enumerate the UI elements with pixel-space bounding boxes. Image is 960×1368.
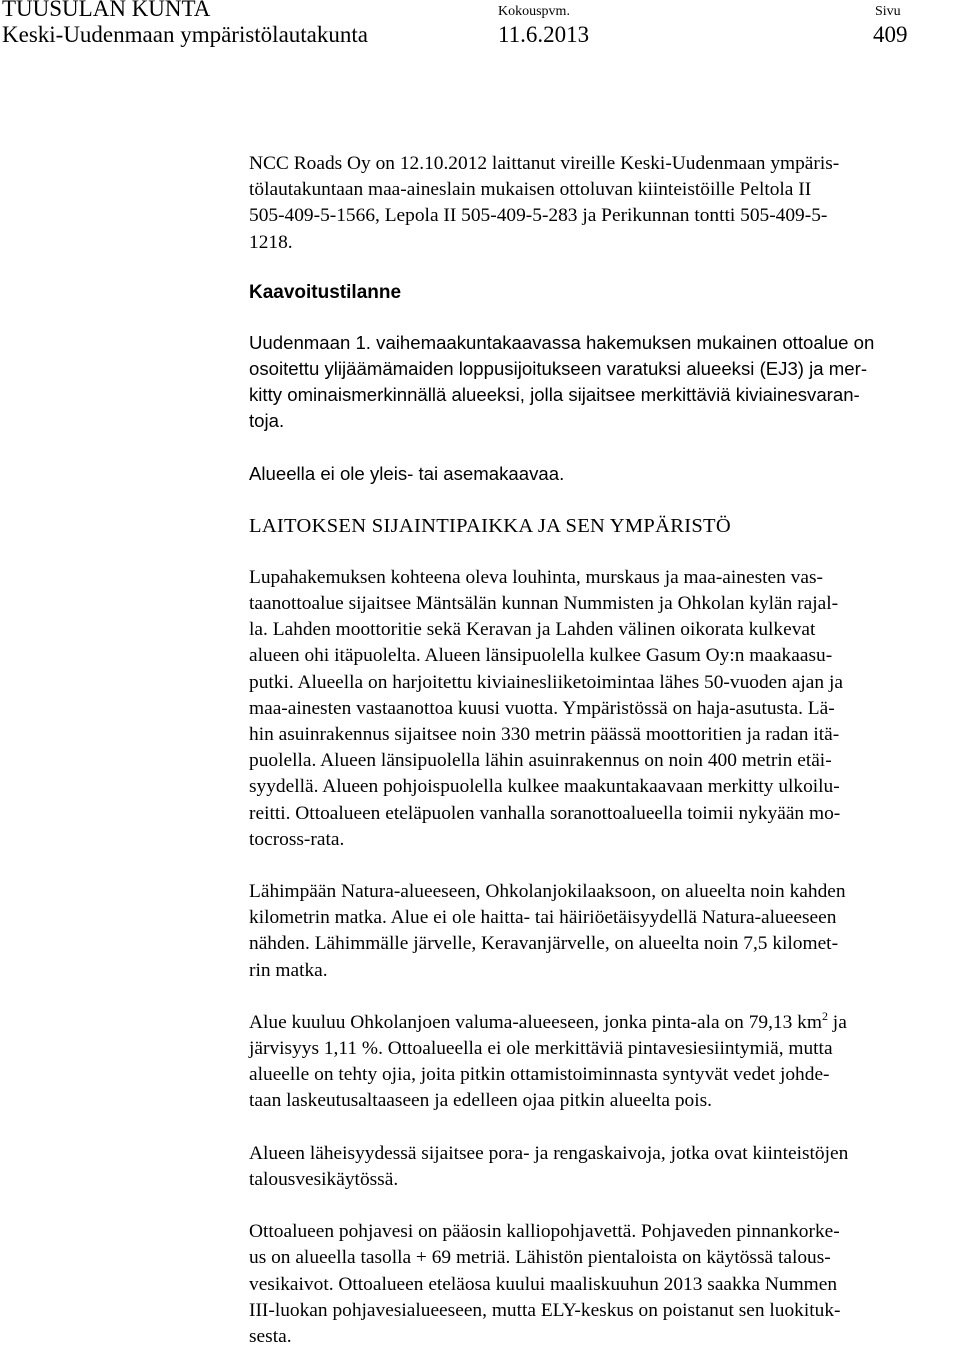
text-line	[249, 1010, 960, 1036]
text-line: taan laskeutusaltaaseen ja edelleen ojaa pitkin alueelta pois.	[249, 1090, 713, 1112]
natura-paragraph	[249, 879, 960, 984]
page-number: 409	[873, 22, 908, 47]
text-line: NCC Roads Oy on 12.10.2012 laittanut vireille Keski-Uudenmaan ympäris-	[249, 153, 840, 174]
text-line: järvisyys 1,11 %. Ottoalueella ei ole merkittäviä pintavesiesiintymiä, mutta	[249, 1038, 833, 1060]
text-line: us on alueella tasolla + 69 metriä. Lähistön pientaloista on käytössä talous-	[249, 1247, 831, 1269]
text-line: vesikaivot. Ottoalueen eteläosa kuului maaliskuuhun 2013 saakka Nummen	[249, 1273, 838, 1295]
text-line: tocross-rata.	[249, 828, 345, 850]
text-line: hin asuinrakennus sijaitsee noin 330 metrin päässä moottoritien ja radan itä-	[249, 724, 840, 746]
zoning-paragraph	[249, 330, 960, 435]
text-line: osoitettu ylijäämämaiden loppusijoitukseen varatuksi alueeksi (EJ3) ja mer-	[249, 358, 868, 380]
superscript-two: 2	[821, 1008, 828, 1023]
page-label: Sivu	[875, 4, 901, 19]
meeting-date-label: Kokouspvm.	[498, 4, 570, 19]
text-line: Lähimpään Natura-alueeseen, Ohkolanjokilaaksoon, on alueelta noin kahden	[249, 881, 846, 903]
text-line: reitti. Ottoalueen eteläpuolen vanhalla soranottoalueella toimii nykyään mo-	[249, 802, 841, 824]
text-line: kilometrin matka. Alue ei ole haitta- tai häiriöetäisyydellä Natura-alueeseen	[249, 907, 837, 929]
catchment-paragraph	[249, 1010, 960, 1115]
text-line: 505-409-5-1566, Lepola II 505-409-5-283 ja Perikunnan tontti 505-409-5-	[249, 205, 828, 227]
text-line: putki. Alueella on harjoitettu kiviainesliiketoimintaa lähes 50-vuoden ajan ja	[249, 671, 843, 693]
plan-status-paragraph	[249, 461, 960, 487]
text-line: tölautakuntaan maa-aineslain mukaisen ottoluvan kiinteistöille Peltola II	[249, 179, 812, 201]
text-line: III-luokan pohjavesialueeseen, mutta ELY-keskus on poistanut sen luokituk-	[249, 1299, 841, 1321]
location-paragraph	[249, 565, 960, 853]
municipality-name: TUUSULAN KUNTA	[2, 0, 211, 21]
text-line: Lupahakemuksen kohteena oleva louhinta, murskaus ja maa-ainesten vas-	[249, 566, 823, 588]
page-header	[0, 0, 960, 50]
board-name: Keski-Uudenmaan ympäristölautakunta	[2, 22, 368, 47]
text-line: puolella. Alueen länsipuolella lähin asuinrakennus on noin 400 metrin etäi-	[249, 750, 832, 772]
text-line: kitty ominaismerkinnällä alueeksi, jolla sijaitsee merkittäviä kiviainesvaran-	[249, 384, 860, 406]
text-line: nähden. Lähimmälle järvelle, Keravanjärvelle, on alueelta noin 7,5 kilomet-	[249, 933, 839, 955]
text-line: Ottoalueen pohjavesi on pääosin kalliopohjavettä. Pohjaveden pinnankorke-	[249, 1221, 840, 1243]
text-line: Alueen läheisyydessä sijaitsee pora- ja rengaskaivoja, jotka ovat kiinteistöjen	[249, 1142, 849, 1164]
wells-paragraph	[249, 1141, 960, 1193]
heading-kaavoitustilanne: Kaavoitustilanne	[249, 281, 402, 303]
text-line: alueen ohi itäpuolelta. Alueen länsipuolella kulkee Gasum Oy:n maakaasu-	[249, 645, 833, 667]
text-line: toja.	[249, 410, 285, 432]
text-line: 1218.	[249, 231, 293, 253]
catchment-text: Alue kuuluu Ohkolanjoen valuma-alueeseen, jonka pinta-ala on 79,13 km	[249, 1011, 822, 1033]
meeting-date: 11.6.2013	[498, 22, 590, 47]
heading-location: LAITOKSEN SIJAINTIPAIKKA JA SEN YMPÄRISTÖ	[249, 514, 731, 537]
text-line: maa-ainesten vastaanottoa kuusi vuotta. Ympäristössä on haja-asutusta. Lä-	[249, 697, 835, 719]
text-line: syydellä. Alueen pohjoispuolella kulkee maakuntakaavaan merkitty ulkoilu-	[249, 776, 840, 798]
text-line: Alueella ei ole yleis- tai asemakaavaa.	[249, 462, 565, 484]
document-body	[249, 151, 960, 1350]
text-line: rin matka.	[249, 959, 328, 981]
text-line: sesta.	[249, 1325, 292, 1347]
text-line: alueelle on tehty ojia, joita pitkin ottamistoiminnasta syntyvät vedet johde-	[249, 1064, 830, 1086]
catchment-text-end: ja	[827, 1011, 847, 1033]
text-line: la. Lahden moottoritie sekä Keravan ja Lahden välinen oikorata kulkevat	[249, 619, 816, 641]
text-line: Uudenmaan 1. vaihemaakuntakaavassa hakemuksen mukainen ottoalue on	[249, 331, 875, 353]
text-line: taanottoalue sijaitsee Mäntsälän kunnan Nummisten ja Ohkolan kylän rajal-	[249, 593, 839, 615]
text-line: talousvesikäytössä.	[249, 1168, 399, 1190]
groundwater-paragraph	[249, 1219, 960, 1350]
intro-paragraph	[249, 151, 960, 256]
